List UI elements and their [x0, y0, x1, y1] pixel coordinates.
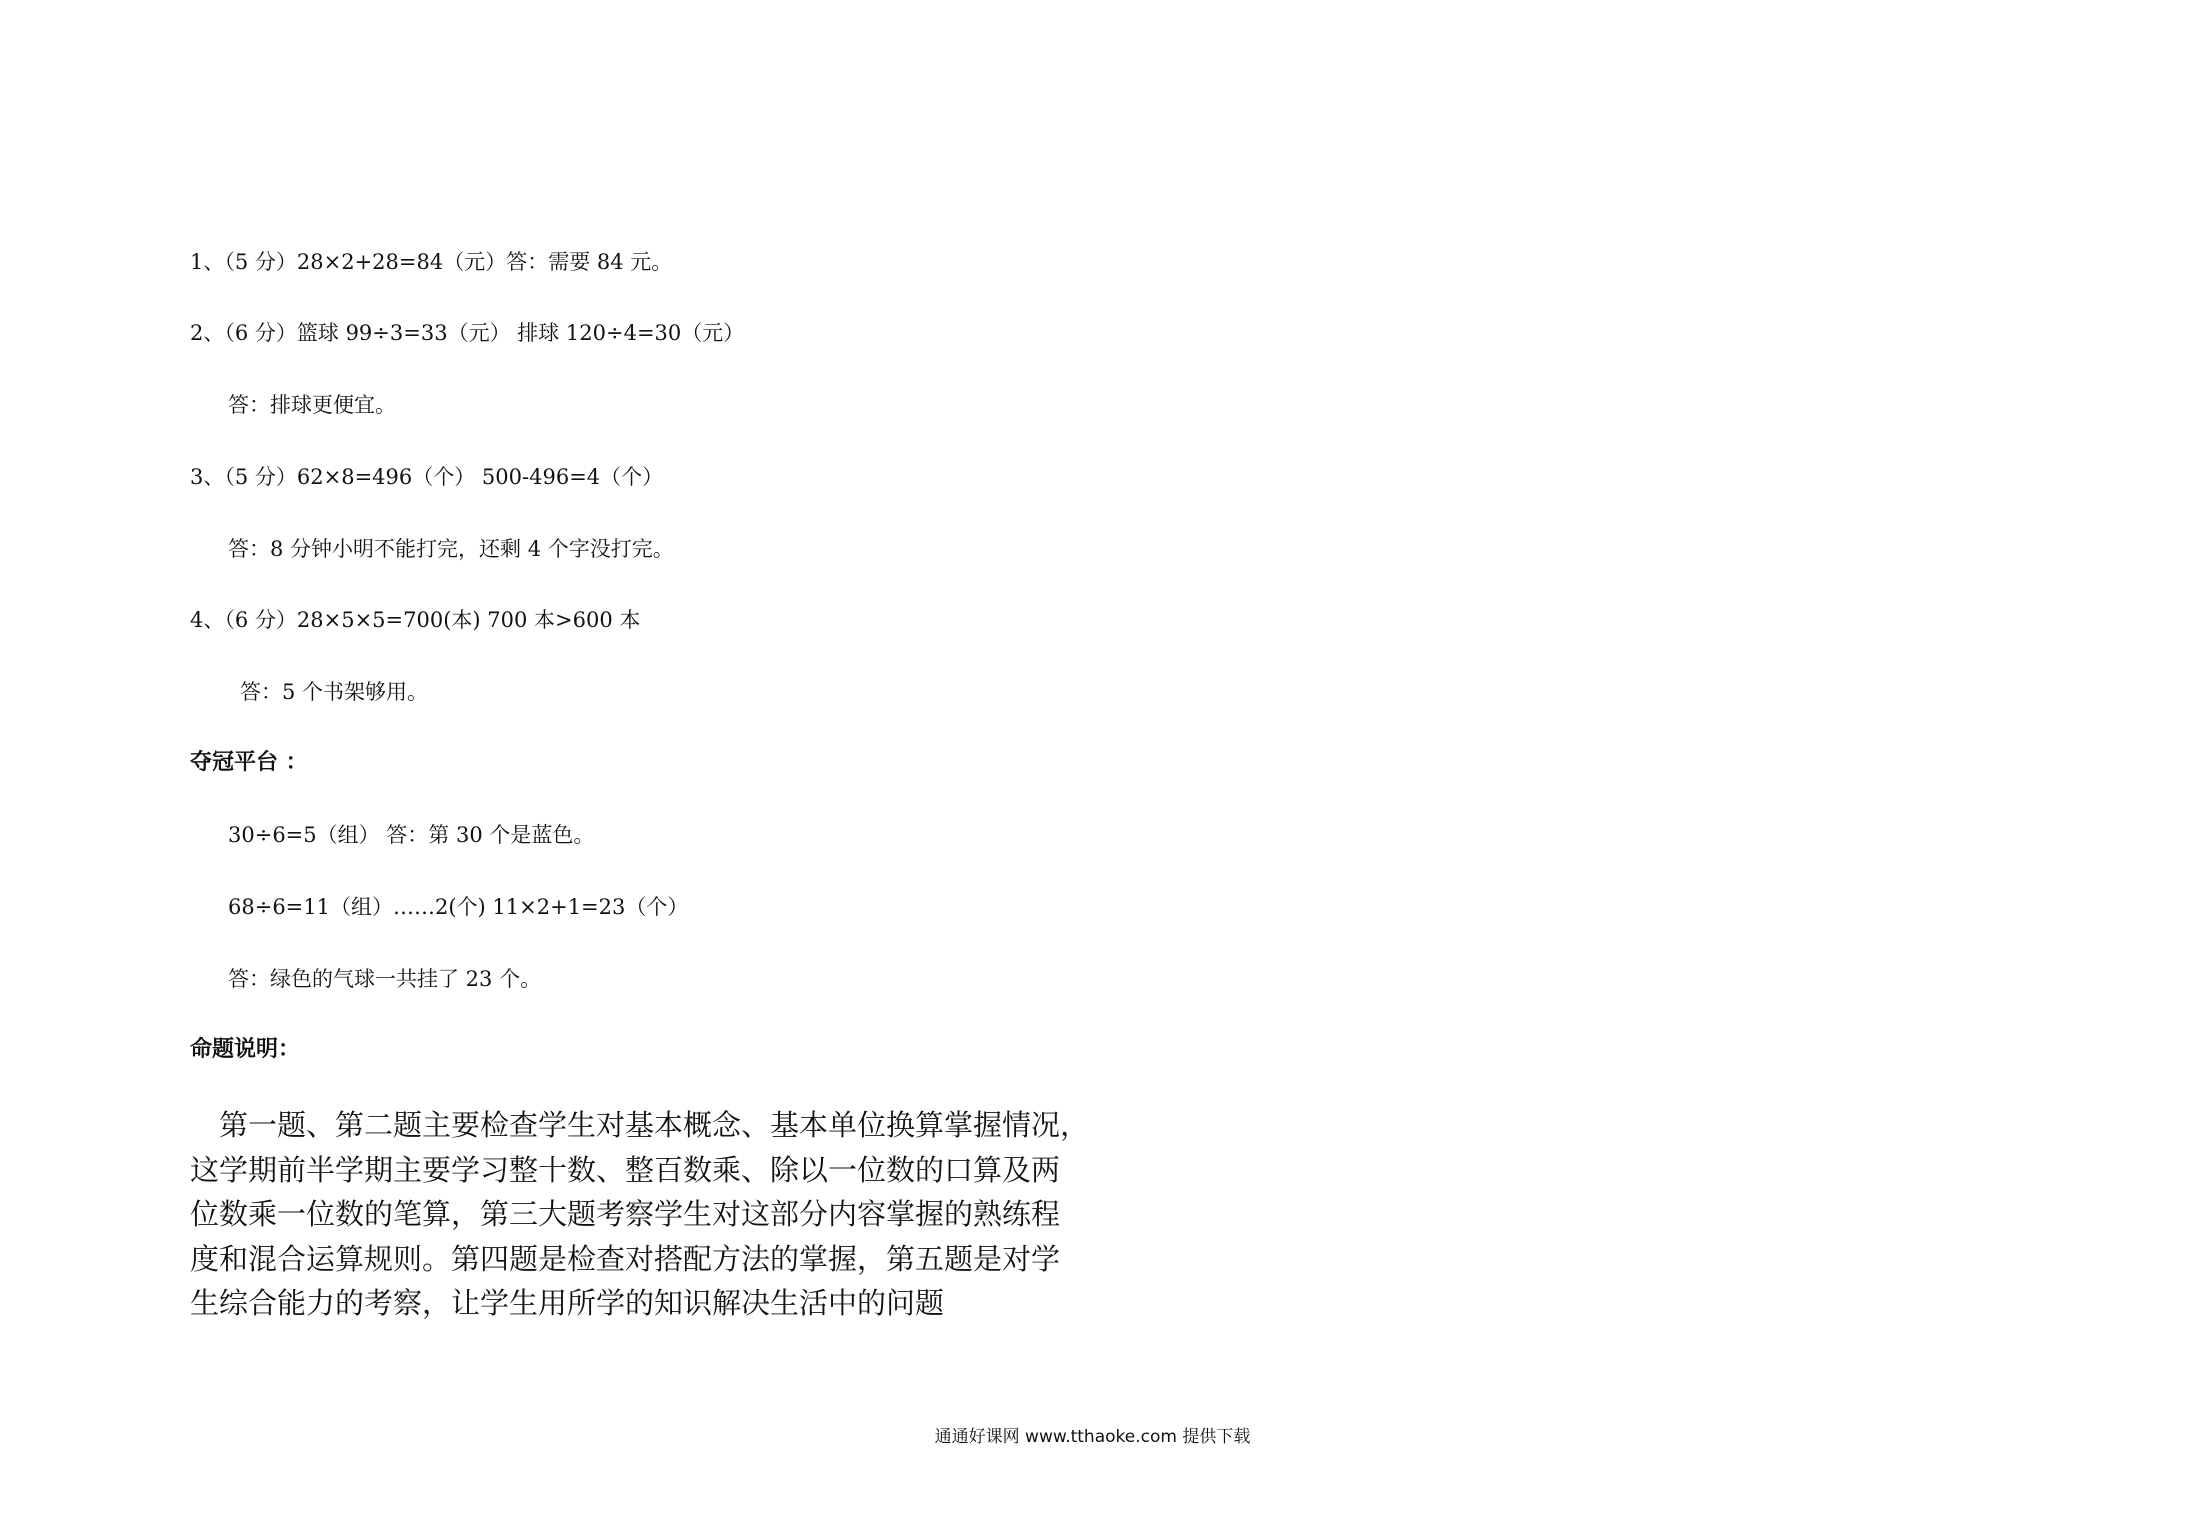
- answer-line-q3: 3、（5 分）62×8=496（个） 500-496=4（个）: [190, 465, 664, 489]
- answer-line-q3-answer: 答：8 分钟小明不能打完，还剩 4 个字没打完。: [228, 537, 674, 561]
- explanation-line: 位数乘一位数的笔算，第三大题考察学生对这部分内容掌握的熟练程: [190, 1197, 1061, 1231]
- answer-line-q4-answer: 答：5 个书架够用。: [240, 680, 429, 704]
- answer-line-q2-answer: 答：排球更便宜。: [228, 393, 396, 417]
- explanation-paragraph: [190, 1103, 1110, 1326]
- champion-line-1: 30÷6=5（组） 答：第 30 个是蓝色。: [228, 823, 595, 847]
- answer-line-q1: 1、（5 分）28×2+28=84（元）答：需要 84 元。: [190, 250, 673, 274]
- explanation-line: 第一题、第二题主要检查学生对基本概念、基本单位换算掌握情况，: [190, 1108, 1090, 1142]
- explanation-heading: 命题说明：: [190, 1037, 301, 1062]
- explanation-line: 度和混合运算规则。第四题是检查对搭配方法的掌握，第五题是对学: [190, 1241, 1061, 1276]
- explanation-line: 这学期前半学期主要学习整十数、整百数乘、除以一位数的口算及两: [190, 1152, 1061, 1187]
- page-footer: 通通好课网 www.tthaoke.com 提供下载: [934, 1427, 1251, 1447]
- answer-line-q4: 4、（6 分）28×5×5=700(本) 700 本>600 本: [190, 608, 641, 632]
- answer-line-q2: 2、（6 分）篮球 99÷3=33（元） 排球 120÷4=30（元）: [190, 321, 745, 345]
- explanation-line: 生综合能力的考察，让学生用所学的知识解决生活中的问题: [190, 1286, 945, 1320]
- champion-answer: 答：绿色的气球一共挂了 23 个。: [228, 967, 542, 991]
- champion-heading: 夺冠平台 ：: [190, 750, 308, 775]
- champion-line-2: 68÷6=11（组）……2(个) 11×2+1=23（个）: [228, 895, 689, 919]
